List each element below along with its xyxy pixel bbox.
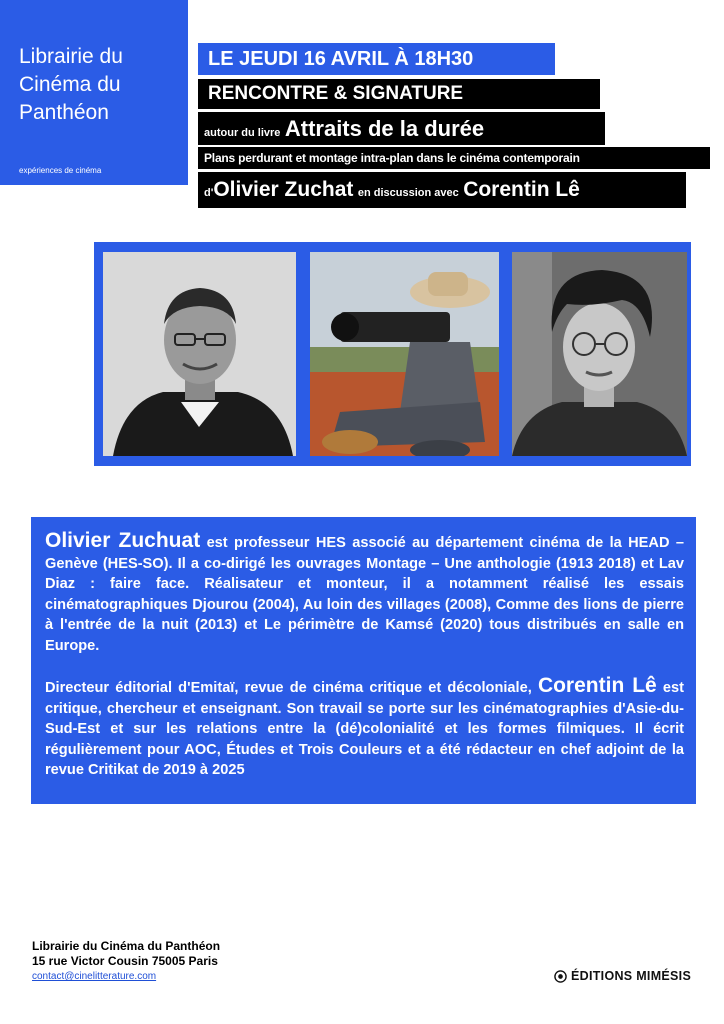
publisher-logo <box>554 969 691 983</box>
bio-guest-text-before: Directeur éditorial d'Emitaï, revue de cinéma critique et décoloniale, <box>45 680 538 696</box>
venue-address: 15 rue Victor Cousin 75005 Paris <box>32 954 218 968</box>
bio-author-name: Olivier Zuchuat <box>45 529 201 552</box>
bio-guest-name: Corentin Lê <box>537 674 657 697</box>
author-biography <box>45 531 684 656</box>
venue-tagline: expériences de cinéma <box>19 166 102 175</box>
venue-logo-title: Librairie du Cinéma du Panthéon <box>19 45 123 124</box>
venue-logo-block <box>0 0 188 185</box>
discussion-text: en discussion avec <box>357 187 459 199</box>
publisher-eye-icon <box>554 970 567 983</box>
publisher-name: ÉDITIONS MIMÉSIS <box>571 969 692 983</box>
bio-guest-text-after: est critique, chercheur et enseignant. Son travail se porte sur les cinématographies d'Asie-du-Sud-Est et sur les relations entre la (dé)colonialité et les formes filmiques. Il écrit régulièrement pour AOC, Études et Trois Couleurs et a été rédacteur en chef adjoint de la revue Critikat de 2019 à 2025 <box>45 680 684 778</box>
book-subtitle: Plans perdurant et montage intra-plan dans le cinéma contemporain <box>198 147 710 169</box>
book-title: Attraits de la durée <box>284 116 485 141</box>
bio-author-text: est professeur HES associé au département cinéma de la HEAD – Genève (HES-SO). Il a co-dirigé les ouvrages Montage – Une anthologie (1913 2018) et Lav Diaz : faire face. Réalisateur et monteur, il a notamment réalisé les essais cinématographiques Djourou (2004), Au loin des villages (2008), Comme des lions de pierre à l'entrée de la nuit (2013) et Le périmètre de Kamsé (2020) tous distribués en salle en Europe. <box>45 535 684 654</box>
biography-box <box>31 517 696 804</box>
book-title-bar <box>198 112 605 145</box>
author-portrait-photo <box>103 252 296 456</box>
authors-bar <box>198 172 686 208</box>
guest-name: Corentin Lê <box>463 178 580 201</box>
venue-address-block <box>32 939 220 984</box>
event-date-time: LE JEUDI 16 AVRIL À 18H30 <box>198 43 555 75</box>
author-prefix: d' <box>204 187 214 199</box>
book-prefix: autour du livre <box>204 127 281 139</box>
filming-scene-photo <box>310 252 499 456</box>
venue-name: Librairie du Cinéma du Panthéon <box>32 939 221 953</box>
contact-email-link[interactable]: contact@cinelitterature.com <box>32 971 157 982</box>
guest-biography <box>45 676 684 781</box>
author-name: Olivier Zuchat <box>213 178 354 201</box>
event-type: RENCONTRE & SIGNATURE <box>198 79 600 109</box>
photo-strip <box>94 242 691 466</box>
guest-portrait-photo <box>512 252 687 456</box>
